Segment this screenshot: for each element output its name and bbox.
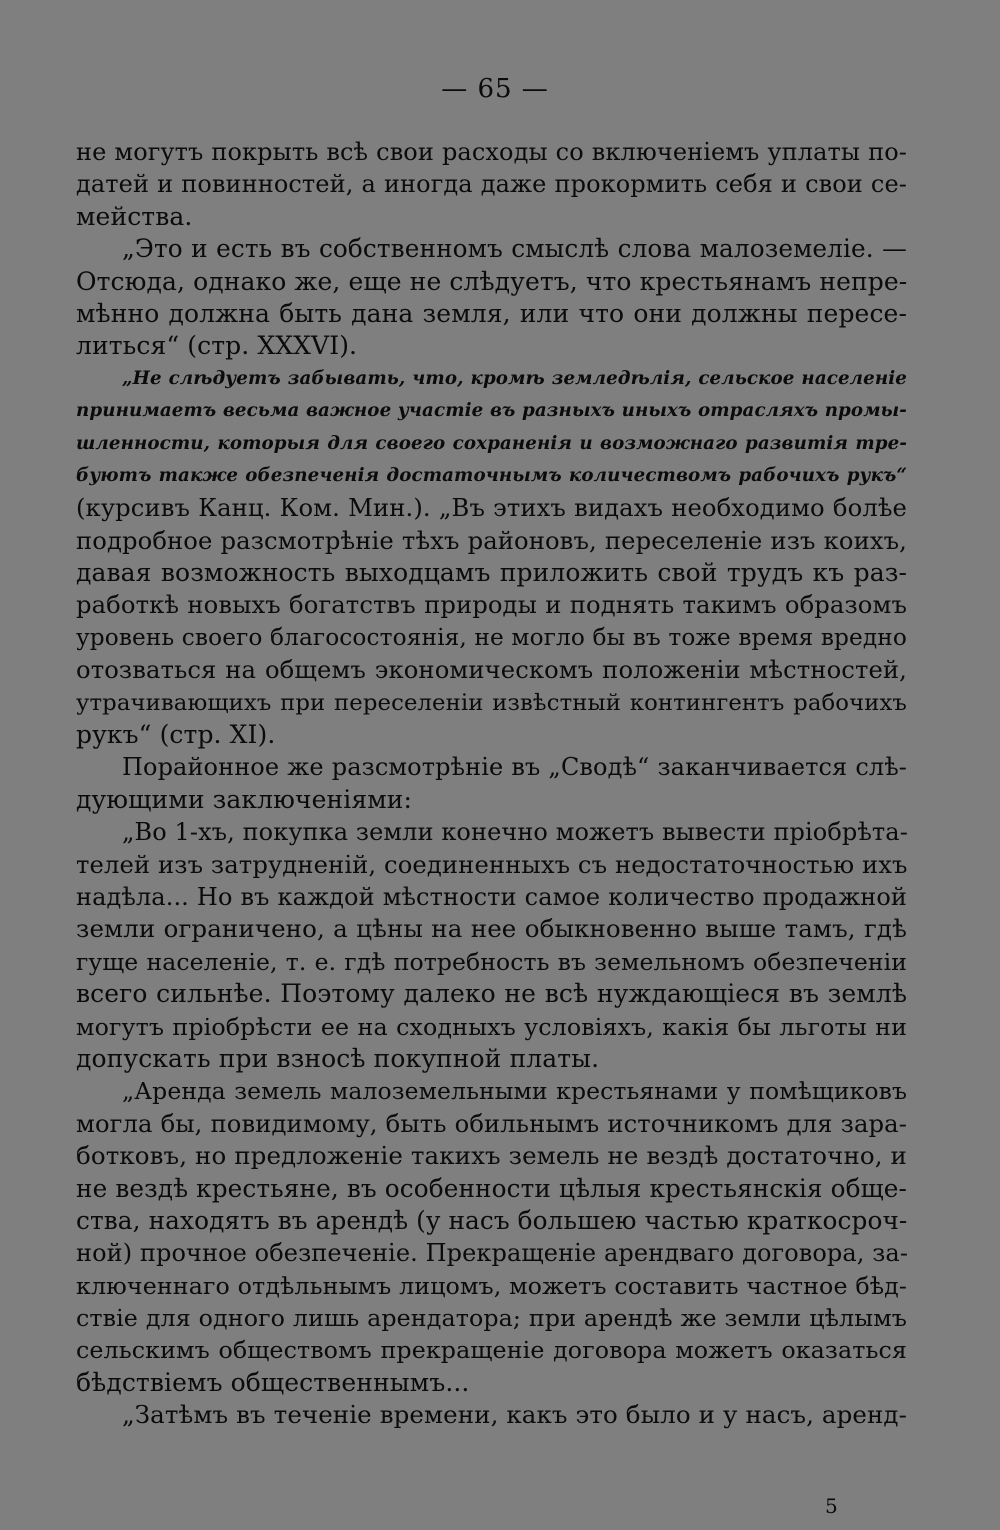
text-line: ботковъ, но предложеніе такихъ земель не вездѣ достаточно, и — [76, 1141, 907, 1171]
text-line: датей и повинностей, а иногда даже прокормить себя и свои се- — [76, 170, 907, 199]
text-line: рукъ“ (стр. XI). — [76, 720, 276, 750]
text-line: ключеннаго отдѣльнымъ лицомъ, можетъ составить частное бѣд- — [76, 1271, 907, 1300]
text-line: не могутъ покрыть всѣ свои расходы со включеніемъ уплаты по- — [76, 138, 907, 166]
text-line: шленности, которыя для своего сохраненія и возможнаго развитія тре- — [76, 432, 907, 454]
text-line: „Затѣмъ въ теченіе времени, какъ это было и у насъ, аренд- — [122, 1400, 907, 1430]
text-line: буютъ также обезпеченія достаточнымъ количествомъ рабочихъ рукъ“ — [76, 464, 907, 486]
text-line: мѣнно должна быть дана земля, или что они должны пересе- — [76, 298, 907, 328]
text-line: утрачивающихъ при переселеніи извѣстный контингентъ рабочихъ — [76, 689, 907, 716]
text-line: могла бы, повидимому, быть обильнымъ источникомъ для зара- — [76, 1108, 907, 1138]
text-line: сельскимъ обществомъ прекращеніе договора можетъ оказаться — [76, 1336, 907, 1365]
text-line: бѣдствіемъ общественнымъ... — [76, 1367, 470, 1397]
text-line: гуще населеніе, т. е. гдѣ потребность въ земельномъ обезпеченіи — [76, 947, 907, 976]
text-line: Отсюда, однако же, еще не слѣдуетъ, что крестьянамъ непре- — [76, 266, 908, 296]
text-line: мейства. — [76, 201, 193, 231]
text-line: литься“ (стр. XXXVI). — [76, 331, 358, 361]
text-line: всего сильнѣе. Поэтому далеко не всѣ нуждающіеся въ землѣ — [76, 979, 907, 1009]
text-line: принимаетъ весьма важное участіе въ разныхъ иныхъ отрасляхъ промы- — [76, 400, 907, 422]
text-line: подробное разсмотрѣніе тѣхъ районовъ, переселеніе изъ коихъ, — [76, 525, 907, 555]
text-line: ной) прочное обезпеченіе. Прекращеніе арендваго договора, за- — [76, 1239, 909, 1268]
text-line: земли ограничено, а цѣны на нее обыкновенно выше тамъ, гдѣ — [76, 914, 907, 944]
text-line: не вездѣ крестьяне, въ особенности цѣлыя крестьянскія обще- — [76, 1173, 907, 1203]
text-line: уровень своего благосостоянія, не могло бы въ тоже время вредно — [76, 623, 907, 651]
text-line: могутъ пріобрѣсти ее на сходныхъ условіяхъ, какія бы льготы ни — [76, 1012, 907, 1041]
text-line: давая возможность выходцамъ приложить свой трудъ къ раз- — [76, 558, 907, 588]
text-line: допускать при взносѣ покупной платы. — [76, 1043, 600, 1073]
text-line: дующими заключеніями: — [76, 784, 413, 814]
text-line: телей изъ затрудненій, соединенныхъ съ недостаточностью ихъ — [76, 849, 908, 879]
text-line: „Это и есть въ собственномъ смыслѣ слова малоземеліе. — — [122, 234, 907, 264]
text-line: ствіе для одного лишь арендатора; при арендѣ же земли цѣлымъ — [76, 1304, 907, 1333]
page-number-header: — 65 — — [441, 74, 549, 104]
text-line: отозваться на общемъ экономическомъ положеніи мѣстностей, — [76, 655, 907, 685]
text-line: ства, находятъ въ арендѣ (у насъ большею частью краткосроч- — [76, 1205, 908, 1235]
text-line: работкѣ новыхъ богатствъ природы и поднять такимъ образомъ — [76, 590, 907, 620]
body-text — [76, 136, 907, 1432]
text-line: (курсивъ Канц. Ком. Мин.). „Въ этихъ видахъ необходимо болѣе — [76, 493, 907, 523]
text-line: „Не слѣдуетъ забывать, что, кромѣ земледѣлія, сельское населеніе — [122, 367, 907, 389]
text-line: надѣла... Но въ каждой мѣстности самое количество продажной — [76, 882, 907, 911]
text-line: „Во 1-хъ, покупка земли конечно можетъ вывести пріобрѣта- — [122, 818, 908, 847]
signature-mark: 5 — [825, 1494, 838, 1518]
text-line: „Аренда земель малоземельными крестьянами у помѣщиковъ — [122, 1077, 907, 1106]
text-line: Порайонное же разсмотрѣніе въ „Сводѣ“ заканчивается слѣ- — [122, 753, 907, 782]
